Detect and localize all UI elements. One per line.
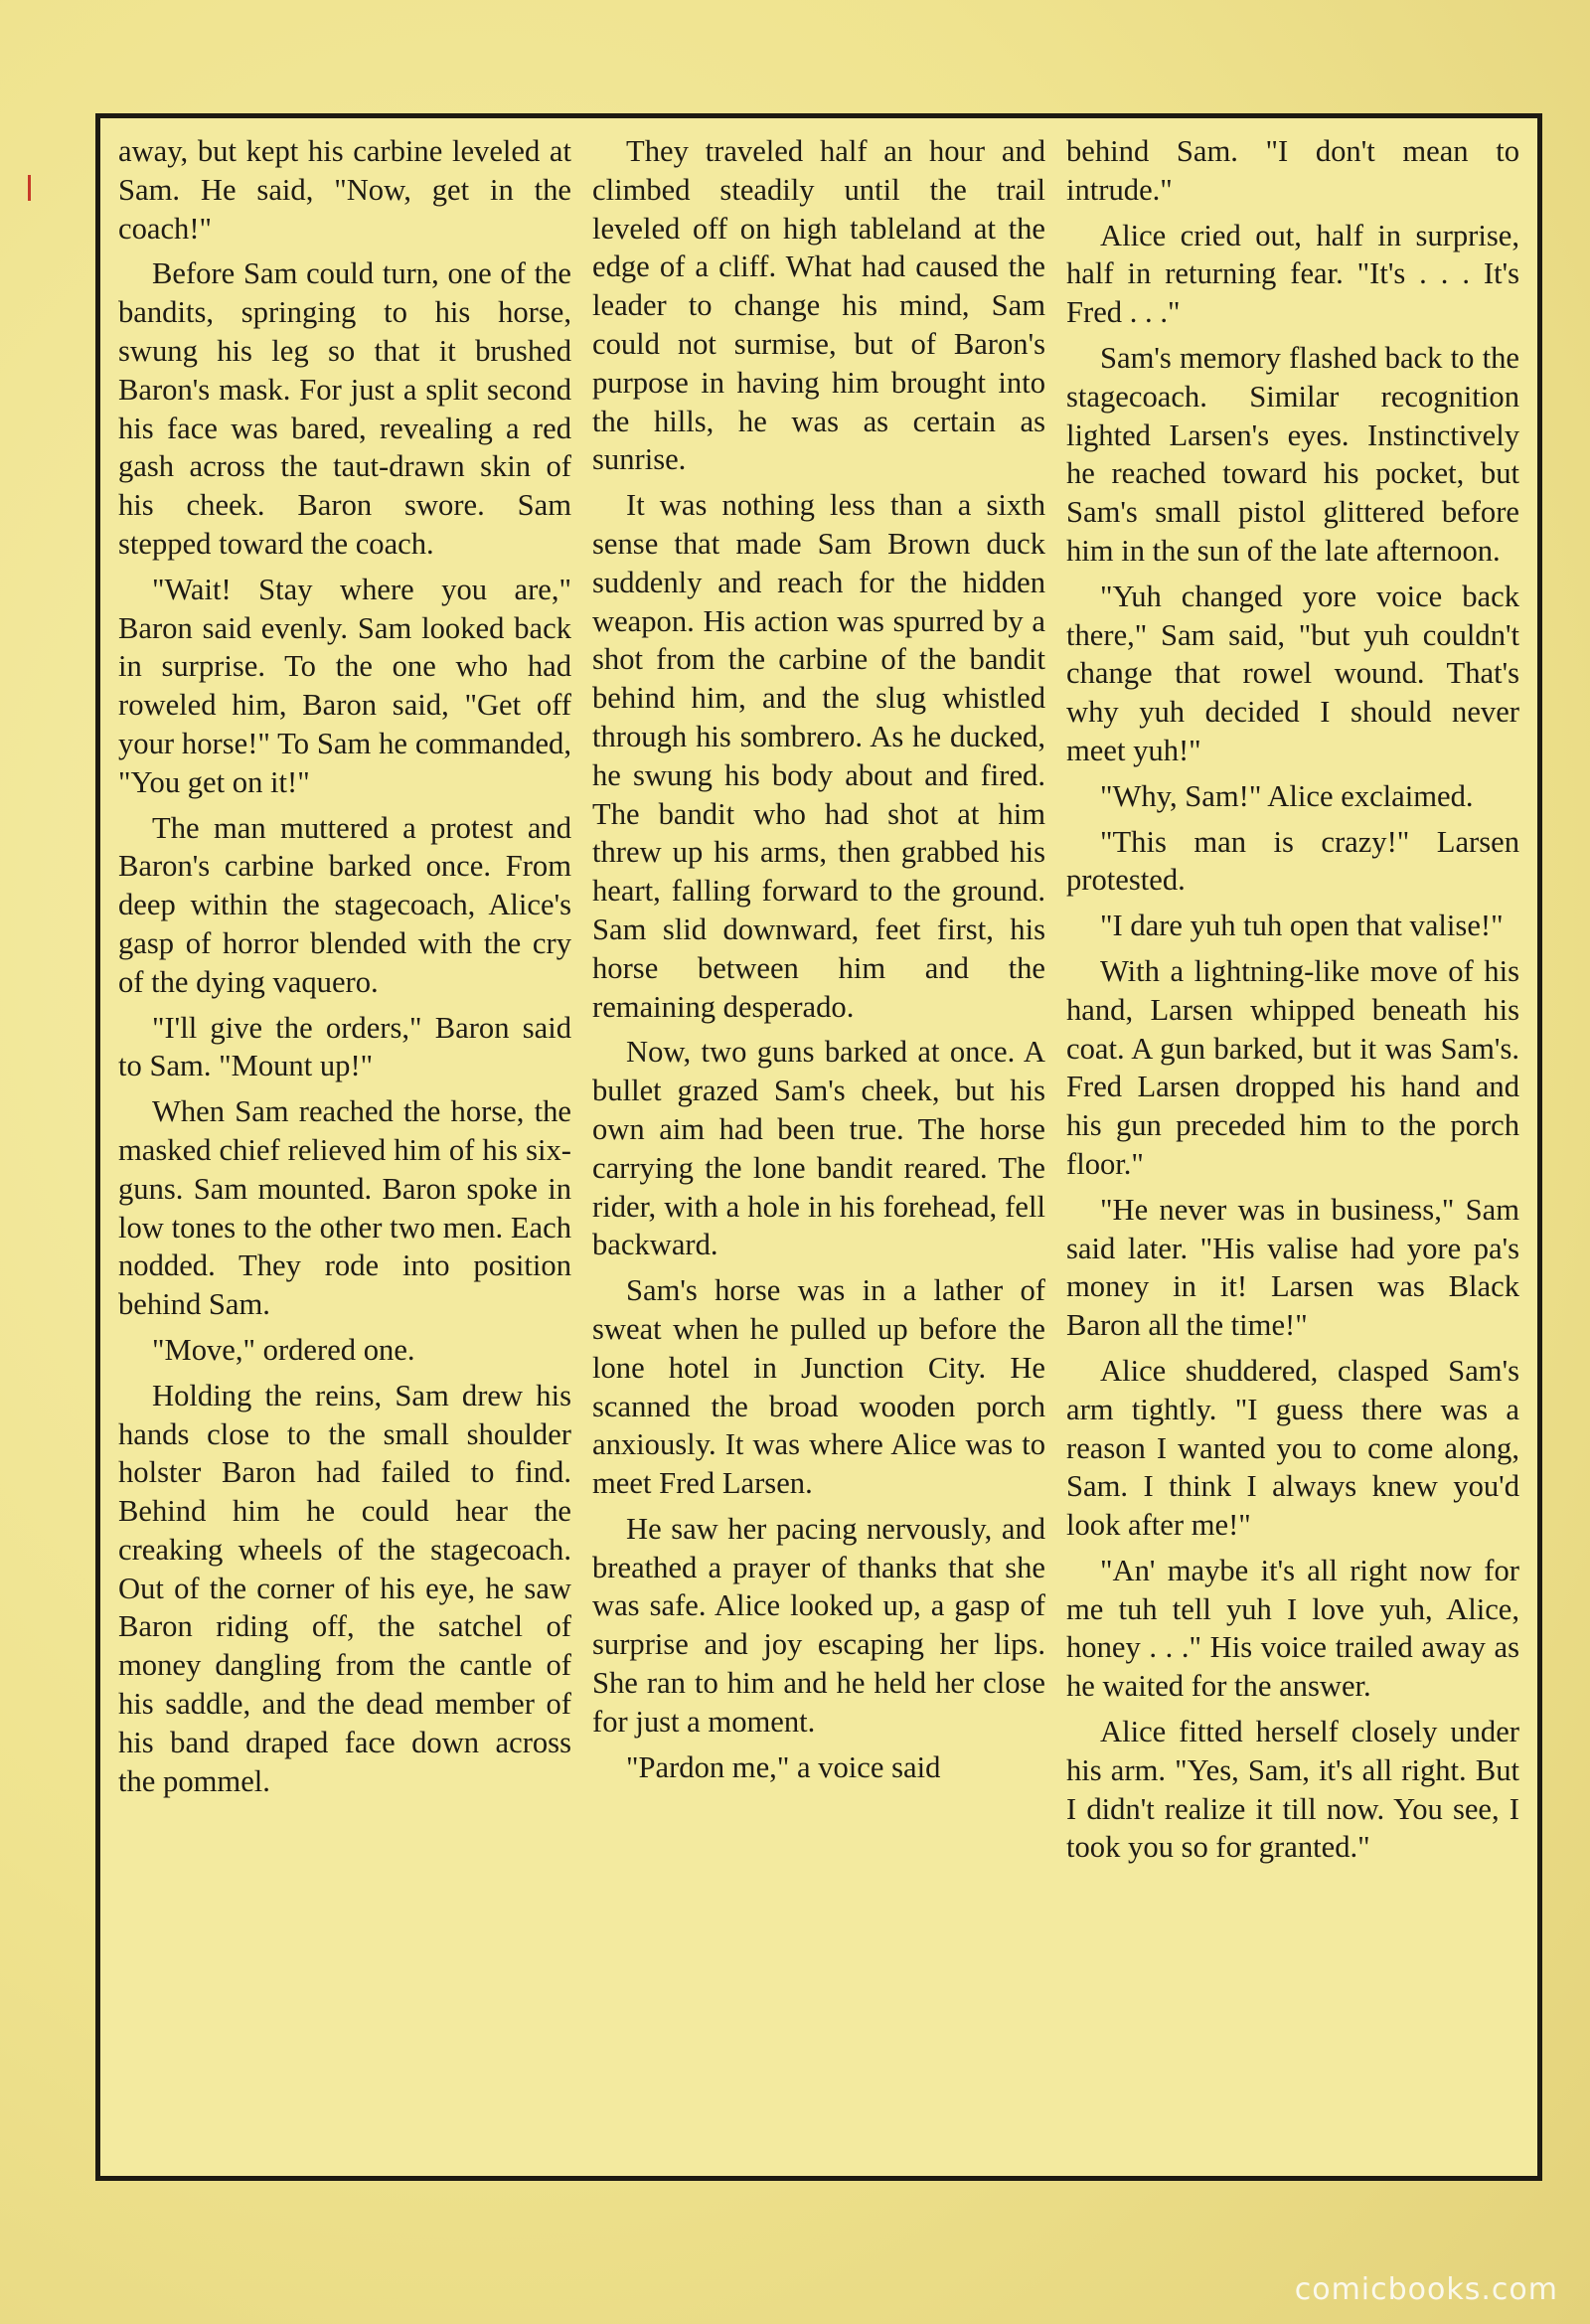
- story-paragraph: They traveled half an hour and climbed steadily until the trail leveled off on high tableland at the edge of a cliff. What had caused the leader to change his mind, Sam could not surmise, but of Baron's purpose in having him brought into the hills, he was as certain as sunrise.: [592, 134, 1045, 477]
- text-columns: [118, 132, 1519, 2176]
- story-paragraph: With a lightning-like move of his hand, Larsen whipped beneath his coat. A gun barked, but it was Sam's. Fred Larsen dropped his hand and his gun preceded him to the porch floor.": [1066, 953, 1519, 1181]
- story-paragraph: Alice shuddered, clasped Sam's arm tightly. "I guess there was a reason I wanted you to come along, Sam. I think I always knew you'd look after me!": [1066, 1353, 1519, 1543]
- story-paragraph: Alice cried out, half in surprise, half in returning fear. "It's . . . It's Fred . . .": [1066, 218, 1519, 330]
- site-watermark: comicbooks.com: [1294, 2272, 1558, 2307]
- story-paragraph: "Wait! Stay where you are," Baron said evenly. Sam looked back in surprise. To the one who had roweled him, Baron said, "Get off your horse!" To Sam he commanded, "You get on it!": [118, 572, 571, 799]
- story-paragraph: The man muttered a protest and Baron's carbine barked once. From deep within the stagecoach, Alice's gasp of horror blended with the cry of the dying vaquero.: [118, 810, 571, 999]
- column-3: [1066, 132, 1519, 2176]
- story-paragraph: He saw her pacing nervously, and breathed a prayer of thanks that she was safe. Alice looked up, a gasp of surprise and joy escaping her lips. She ran to him and he held her close for just a moment.: [592, 1511, 1045, 1739]
- story-paragraph: Alice fitted herself closely under his arm. "Yes, Sam, it's all right. But I didn't realize it till now. You see, I took you so for granted.": [1066, 1715, 1519, 1865]
- story-paragraph: "I dare yuh tuh open that valise!": [1100, 909, 1504, 943]
- story-paragraph: "This man is crazy!" Larsen protested.: [1066, 824, 1519, 898]
- story-paragraph: "Yuh changed yore voice back there," Sam said, "but yuh couldn't change that rowel wound. That's why yuh decided I should never meet yuh!": [1066, 579, 1519, 767]
- story-frame: [95, 113, 1542, 2181]
- story-paragraph: "Pardon me," a voice said: [626, 1749, 941, 1784]
- margin-mark: [28, 175, 31, 201]
- story-paragraph: Before Sam could turn, one of the bandits, springing to his horse, swung his leg so that it brushed Baron's mask. For just a split second his face was bared, revealing a red gash across the taut-drawn skin of his cheek. Baron swore. Sam stepped toward the coach.: [118, 256, 571, 561]
- column-1: [118, 132, 571, 2176]
- story-paragraph: When Sam reached the horse, the masked chief relieved him of his six-guns. Sam mounted. Baron spoke in low tones to the other two men. Each nodded. They rode into position behind Sam.: [118, 1094, 571, 1322]
- story-paragraph: Holding the reins, Sam drew his hands close to the small shoulder holster Baron had failed to find. Behind him he could hear the creaking wheels of the stagecoach. Out of the corner of his eye, he saw Baron riding off, the satchel of money dangling from the cantle of his saddle, and the dead member of his band draped face down across the pommel.: [118, 1378, 571, 1798]
- story-paragraph: "He never was in business," Sam said later. "His valise had yore pa's money in it! Larsen was Black Baron all the time!": [1066, 1192, 1519, 1343]
- story-paragraph: "An' maybe it's all right now for me tuh tell yuh I love yuh, Alice, honey . . ." His voice trailed away as he waited for the answer.: [1066, 1553, 1519, 1704]
- story-paragraph: Now, two guns barked at once. A bullet grazed Sam's cheek, but his own aim had been true. The horse carrying the lone bandit reared. The rider, with a hole in his forehead, fell backward.: [592, 1035, 1045, 1262]
- story-paragraph: "Why, Sam!" Alice exclaimed.: [1100, 778, 1474, 813]
- story-paragraph: It was nothing less than a sixth sense that made Sam Brown duck suddenly and reach for the hidden weapon. His action was spurred by a shot from the carbine of the bandit behind him, and the slug whistled through his sombrero. As he ducked, he swung his body about and fired. The bandit who had shot at him threw up his arms, then grabbed his heart, falling forward to the ground. Sam slid downward, feet first, his horse between him and the remaining desperado.: [592, 488, 1045, 1024]
- story-paragraph: away, but kept his carbine leveled at Sam. He said, "Now, get in the coach!": [118, 134, 571, 246]
- story-paragraph: behind Sam. "I don't mean to intrude.": [1066, 134, 1519, 207]
- story-paragraph: Sam's horse was in a lather of sweat when he pulled up before the lone hotel in Junction City. He scanned the broad wooden porch anxiously. It was where Alice was to meet Fred Larsen.: [592, 1273, 1045, 1501]
- story-paragraph: "Move," ordered one.: [152, 1332, 415, 1367]
- story-paragraph: "I'll give the orders," Baron said to Sam. "Mount up!": [118, 1010, 571, 1083]
- story-paragraph: Sam's memory flashed back to the stagecoach. Similar recognition lighted Larsen's eyes. Instinctively he reached toward his pocket, but Sam's small pistol glittered before him in the sun of the late afternoon.: [1066, 340, 1519, 568]
- column-2: [592, 132, 1045, 2176]
